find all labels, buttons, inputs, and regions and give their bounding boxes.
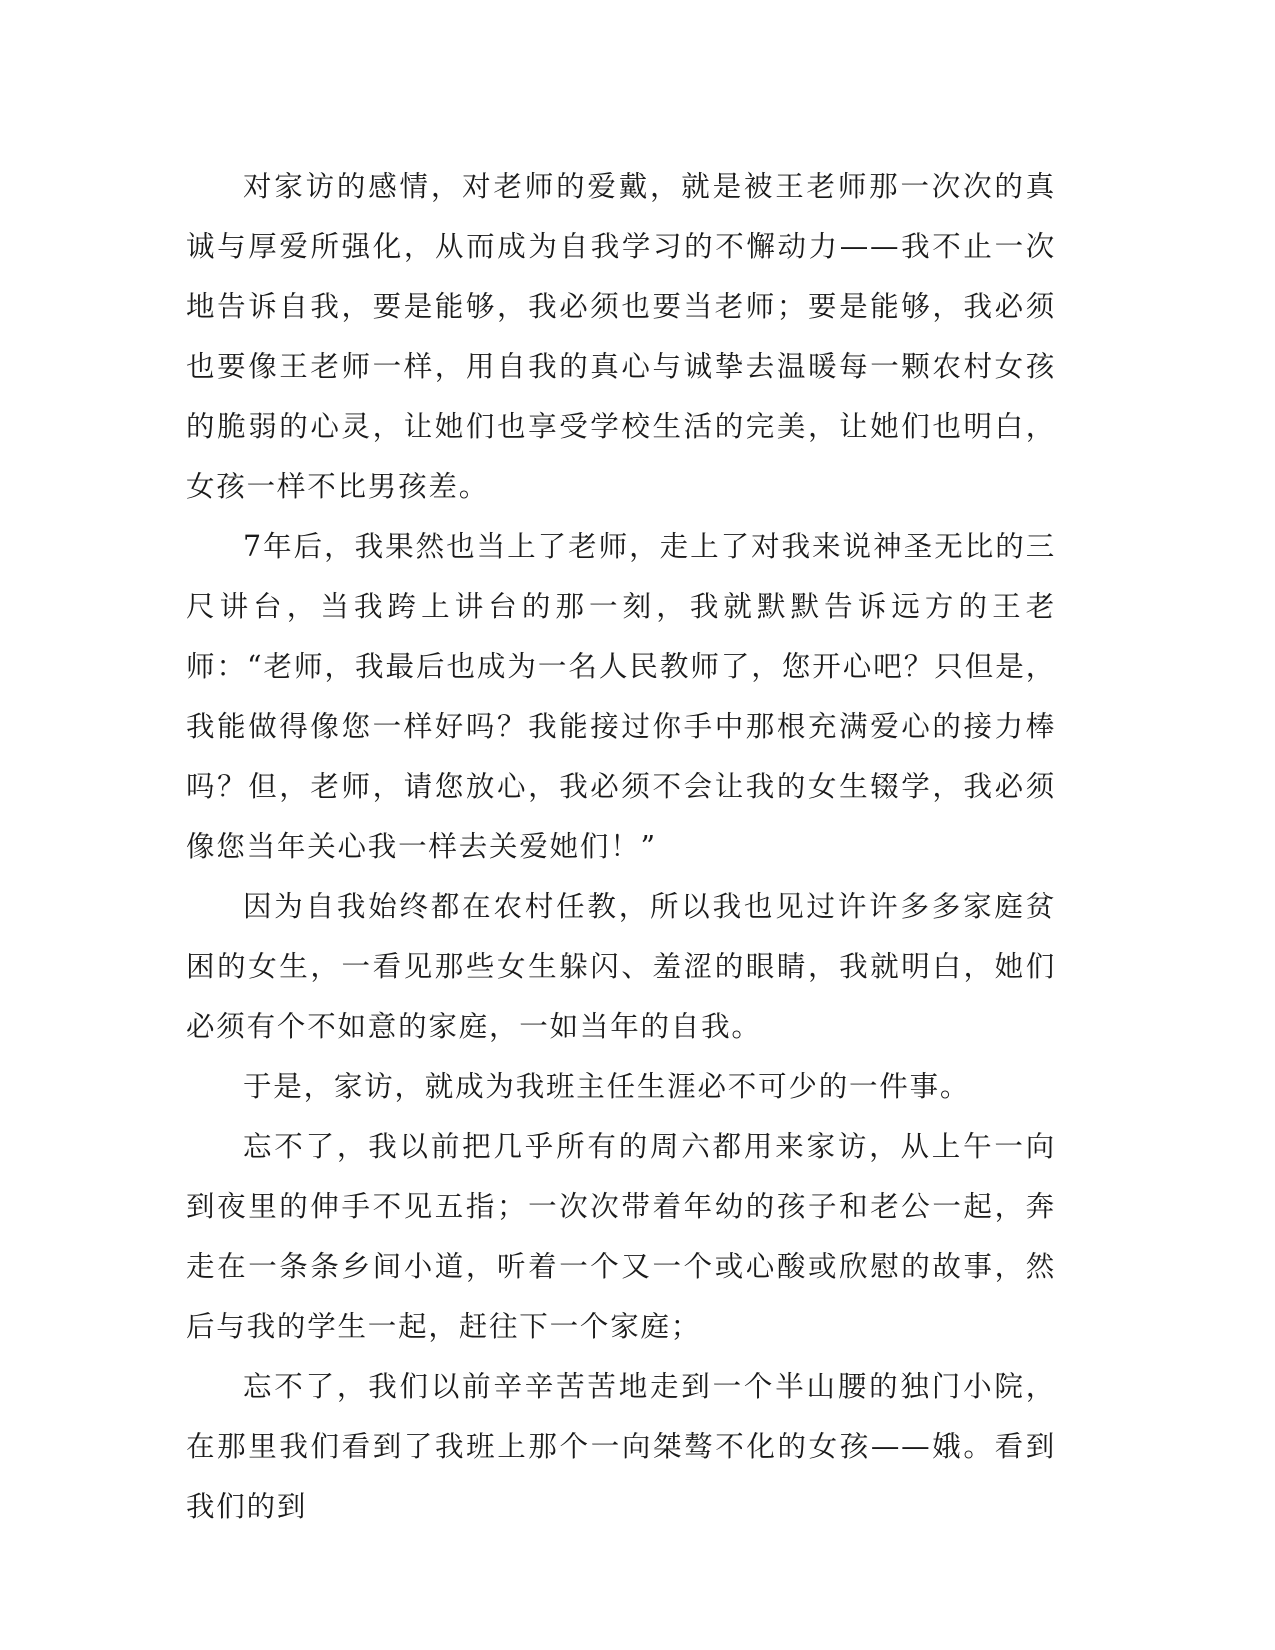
paragraph-2: 7年后，我果然也当上了老师，走上了对我来说神圣无比的三尺讲台，当我跨上讲台的那一刻，我就默默告诉远方的王老师：“老师，我最后也成为一名人民教师了，您开心吧？只但是，我能做得像您一样好吗？我能接过你手中那根充满爱心的接力棒吗？但，老师，请您放心，我必须不会让我的女生辍学，我必须像您当年关心我一样去关爱她们！” — [186, 530, 1056, 863]
paragraph-6: 忘不了，我们以前辛辛苦苦地走到一个半山腰的独门小院，在那里我们看到了我班上那个一向桀骜不化的女孩——娥。看到我们的到 — [186, 1370, 1056, 1523]
paragraph-1: 对家访的感情，对老师的爱戴，就是被王老师那一次次的真诚与厚爱所强化，从而成为自我学习的不懈动力——我不止一次地告诉自我，要是能够，我必须也要当老师；要是能够，我必须也要像王老师一样，用自我的真心与诚挚去温暖每一颗农村女孩的脆弱的心灵，让她们也享受学校生活的完美，让她们也明白，女孩一样不比男孩差。 — [186, 170, 1056, 503]
paragraph-4: 于是，家访，就成为我班主任生涯必不可少的一件事。 — [243, 1070, 971, 1103]
paragraph-5: 忘不了，我以前把几乎所有的周六都用来家访，从上午一向到夜里的伸手不见五指；一次次带着年幼的孩子和老公一起，奔走在一条条乡间小道，听着一个又一个或心酸或欣慰的故事，然后与我的学生一起，赶往下一个家庭； — [186, 1130, 1056, 1343]
document-body — [186, 157, 1056, 1537]
paragraph-3: 因为自我始终都在农村任教，所以我也见过许许多多家庭贫困的女生，一看见那些女生躲闪、羞涩的眼睛，我就明白，她们必须有个不如意的家庭，一如当年的自我。 — [186, 890, 1056, 1043]
